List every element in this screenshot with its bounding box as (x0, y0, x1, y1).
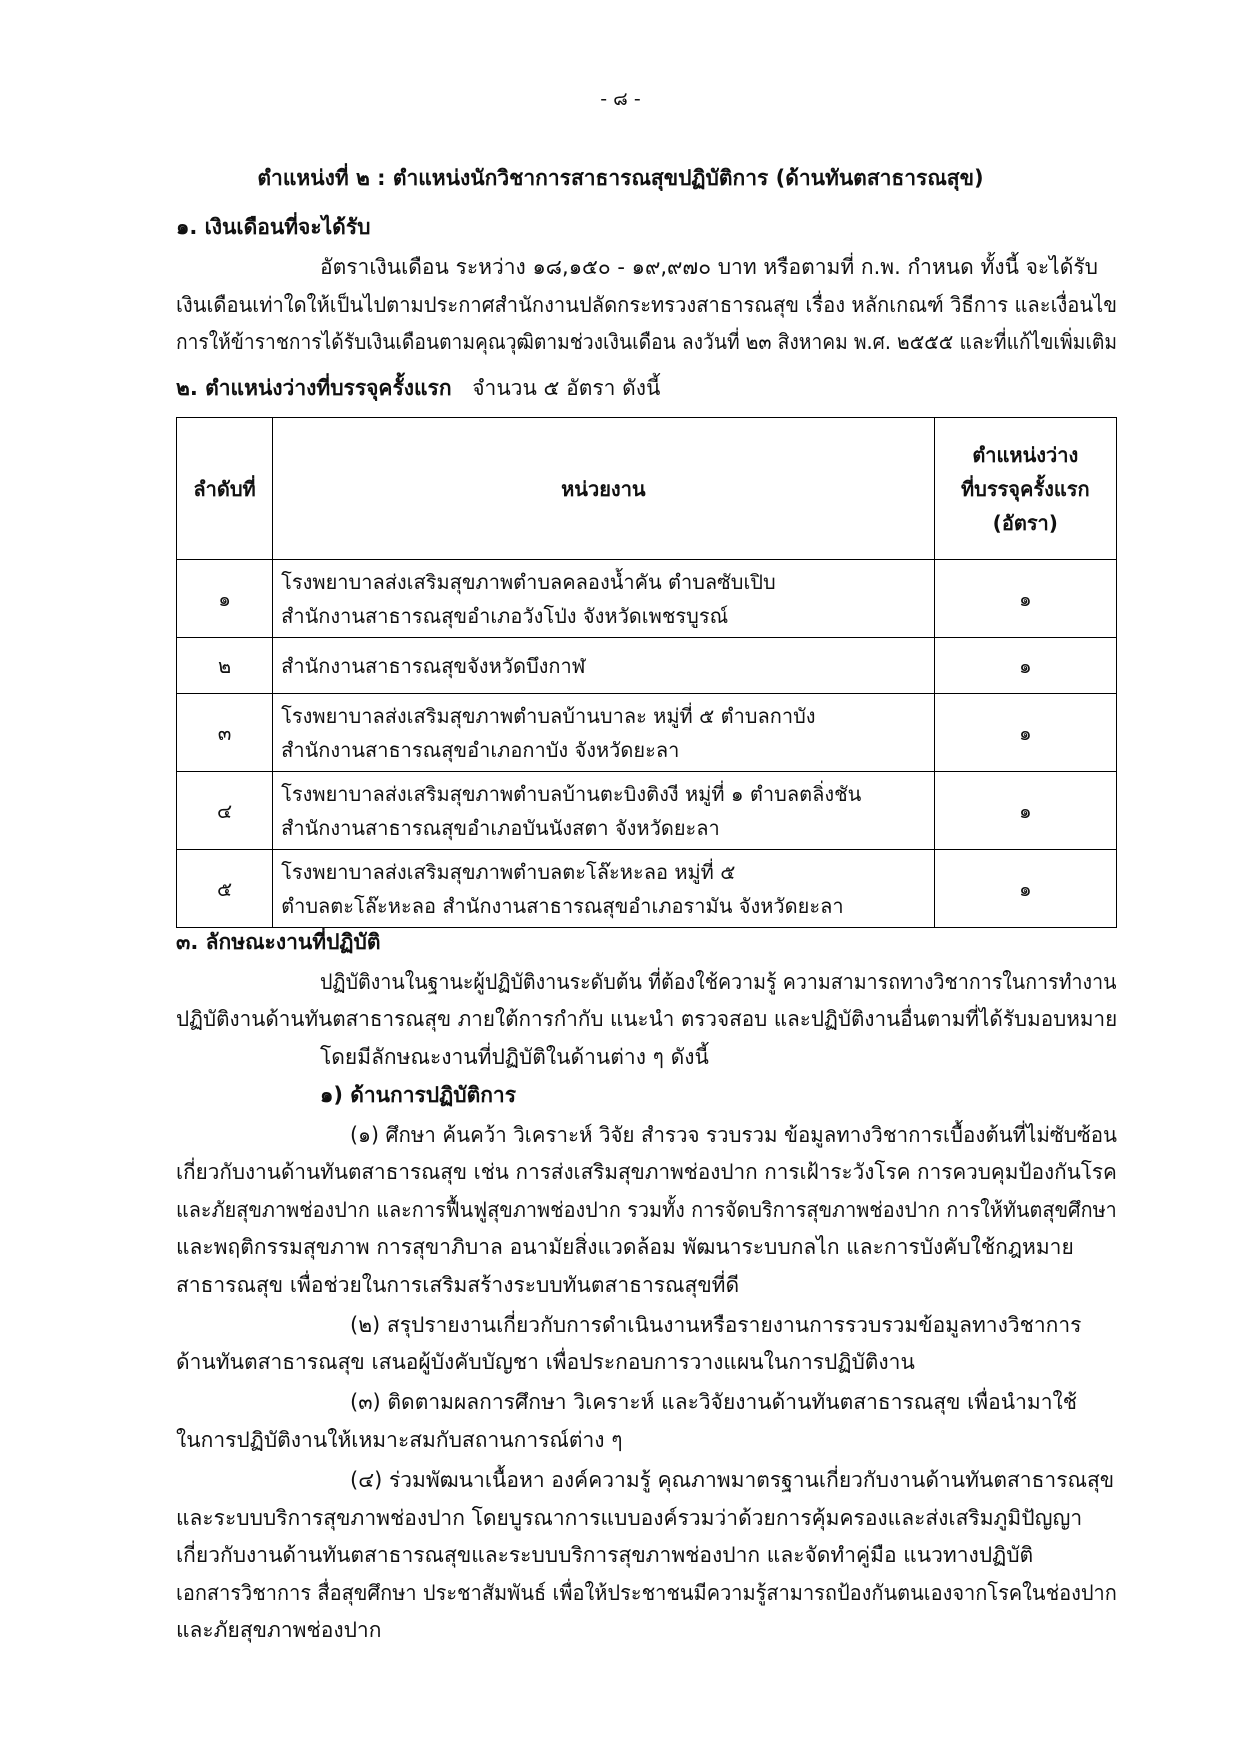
item1-line: และภัยสุขภาพช่องปาก และการฟื้นฟูสุขภาพช่องปาก รวมทั้ง การจัดบริการสุขภาพช่องปาก การให้ทันตสุขศึกษา (176, 1198, 1117, 1222)
page-number: - ๘ - (600, 88, 641, 110)
row-no: ๑ (177, 560, 273, 638)
item2-line: (๒) สรุปรายงานเกี่ยวกับการดำเนินงานหรือรายงานการรวบรวมข้อมูลทางวิชาการ (350, 1313, 1082, 1337)
table-row (177, 560, 1117, 638)
item4-line: เกี่ยวกับงานด้านทันตสาธารณสุขและระบบบริการสุขภาพช่องปาก และจัดทำคู่มือ แนวทางปฏิบัติ (176, 1543, 1034, 1567)
item4-line: และภัยสุขภาพช่องปาก (176, 1618, 382, 1642)
row-unit (273, 850, 934, 928)
item4-line: และระบบบริการสุขภาพช่องปาก โดยบูรณาการแบบองค์รวมว่าด้วยการคุ้มครองและส่งเสริมภูมิปัญญา (176, 1506, 1083, 1530)
table-header-row (177, 418, 1117, 560)
header-count-line: ตำแหน่งว่าง (972, 442, 1079, 467)
row-no: ๒ (177, 638, 273, 694)
vacancy-table (176, 417, 1117, 928)
item1-line: และพฤติกรรมสุขภาพ การสุขาภิบาล อนามัยสิ่งแวดล้อม พัฒนาระบบกลไก และการบังคับใช้กฎหมาย (176, 1235, 1074, 1259)
item1-line: (๑) ศึกษา ค้นคว้า วิเคราะห์ วิจัย สำรวจ รวบรวม ข้อมูลทางวิชาการเบื้องต้นที่ไม่ซับซ้อน (350, 1123, 1118, 1147)
row-no: ๕ (177, 850, 273, 928)
header-unit: หน่วยงาน (273, 418, 934, 560)
section1-heading: ๑. เงินเดือนที่จะได้รับ (176, 215, 371, 239)
section1-line-3: การให้ข้าราชการได้รับเงินเดือนตามคุณวุฒิตามช่วงเงินเดือน ลงวันที่ ๒๓ สิงหาคม พ.ศ. ๒๕๕๕ และที่แก้ไขเพิ่มเติม (176, 330, 1118, 354)
row-unit-line: สำนักงานสาธารณสุขจังหวัดบึงกาฬ (281, 653, 586, 678)
row-unit-line: โรงพยาบาลส่งเสริมสุขภาพตำบลคลองน้ำคัน ตำบลซับเปิบ (281, 569, 776, 594)
row-unit (273, 772, 934, 850)
row-unit (273, 694, 934, 772)
header-count-line: (อัตรา) (992, 510, 1058, 535)
sub1-heading: ๑) ด้านการปฏิบัติการ (320, 1083, 516, 1107)
row-unit (273, 560, 934, 638)
item1-line: สาธารณสุข เพื่อช่วยในการเสริมสร้างระบบทันตสาธารณสุขที่ดี (176, 1273, 740, 1297)
row-unit-line: สำนักงานสาธารณสุขอำเภอวังโป่ง จังหวัดเพชรบูรณ์ (281, 603, 729, 628)
table-row (177, 850, 1117, 928)
row-count: ๑ (934, 850, 1116, 928)
row-no: ๔ (177, 772, 273, 850)
table-row (177, 772, 1117, 850)
header-count (934, 418, 1116, 560)
item3-line: ในการปฏิบัติงานให้เหมาะสมกับสถานการณ์ต่าง ๆ (176, 1428, 623, 1452)
row-unit (273, 638, 934, 694)
section3-heading: ๓. ลักษณะงานที่ปฏิบัติ (176, 930, 381, 954)
header-no: ลำดับที่ (177, 418, 273, 560)
section3-intro-line-3: โดยมีลักษณะงานที่ปฏิบัติในด้านต่าง ๆ ดังนี้ (320, 1045, 709, 1069)
item3-line: (๓) ติดตามผลการศึกษา วิเคราะห์ และวิจัยงานด้านทันตสาธารณสุข เพื่อนำมาใช้ (350, 1390, 1078, 1414)
section1-line-1: อัตราเงินเดือน ระหว่าง ๑๘,๑๕๐ - ๑๙,๙๗๐ บาท หรือตามที่ ก.พ. กำหนด ทั้งนี้ จะได้รับ (320, 255, 1098, 279)
section1-line-2: เงินเดือนเท่าใดให้เป็นไปตามประกาศสำนักงานปลัดกระทรวงสาธารณสุข เรื่อง หลักเกณฑ์ วิธีการ และเงื่อนไข (176, 293, 1118, 317)
row-unit-line: สำนักงานสาธารณสุขอำเภอกาบัง จังหวัดยะลา (281, 737, 680, 762)
table-row (177, 694, 1117, 772)
section2-heading: ๒. ตำแหน่งว่างที่บรรจุครั้งแรก (176, 376, 452, 400)
row-unit-line: สำนักงานสาธารณสุขอำเภอบันนังสตา จังหวัดยะลา (281, 815, 720, 840)
item1-line: เกี่ยวกับงานด้านทันตสาธารณสุข เช่น การส่งเสริมสุขภาพช่องปาก การเฝ้าระวังโรค การควบคุมป้องกันโรค (176, 1160, 1117, 1184)
item4-line: เอกสารวิชาการ สื่อสุขศึกษา ประชาสัมพันธ์ เพื่อให้ประชาชนมีความรู้สามารถป้องกันตนเองจากโรคในช่องปาก (176, 1581, 1117, 1605)
section3-intro-line-1: ปฏิบัติงานในฐานะผู้ปฏิบัติงานระดับต้น ที่ต้องใช้ความรู้ ความสามารถทางวิชาการในการทำงาน (320, 970, 1117, 994)
item4-line: (๔) ร่วมพัฒนาเนื้อหา องค์ความรู้ คุณภาพมาตรฐานเกี่ยวกับงานด้านทันตสาธารณสุข (350, 1468, 1115, 1492)
row-unit-line: ตำบลตะโล๊ะหะลอ สำนักงานสาธารณสุขอำเภอรามัน จังหวัดยะลา (281, 893, 844, 918)
row-count: ๑ (934, 772, 1116, 850)
row-count: ๑ (934, 694, 1116, 772)
section2-heading-row (176, 373, 660, 403)
row-count: ๑ (934, 638, 1116, 694)
header-count-line: ที่บรรจุครั้งแรก (960, 476, 1090, 501)
item2-line: ด้านทันตสาธารณสุข เสนอผู้บังคับบัญชา เพื่อประกอบการวางแผนในการปฏิบัติงาน (176, 1350, 915, 1374)
position-title: ตำแหน่งที่ ๒ : ตำแหน่งนักวิชาการสาธารณสุขปฏิบัติการ (ด้านทันตสาธารณสุข) (257, 166, 984, 190)
section3-intro-line-2: ปฏิบัติงานด้านทันตสาธารณสุข ภายใต้การกำกับ แนะนำ ตรวจสอบ และปฏิบัติงานอื่นตามที่ได้รับมอบหมาย (176, 1007, 1118, 1031)
table-row (177, 638, 1117, 694)
row-unit-line: โรงพยาบาลส่งเสริมสุขภาพตำบลบ้านตะบิงติงงี หมู่ที่ ๑ ตำบลตลิ่งชัน (281, 781, 862, 806)
row-unit-line: โรงพยาบาลส่งเสริมสุขภาพตำบลบ้านบาละ หมู่ที่ ๕ ตำบลกาบัง (281, 703, 816, 728)
row-unit-line: โรงพยาบาลส่งเสริมสุขภาพตำบลตะโล๊ะหะลอ หมู่ที่ ๕ (281, 859, 736, 884)
section2-count: จำนวน ๕ อัตรา ดังนี้ (472, 376, 661, 400)
row-no: ๓ (177, 694, 273, 772)
row-count: ๑ (934, 560, 1116, 638)
